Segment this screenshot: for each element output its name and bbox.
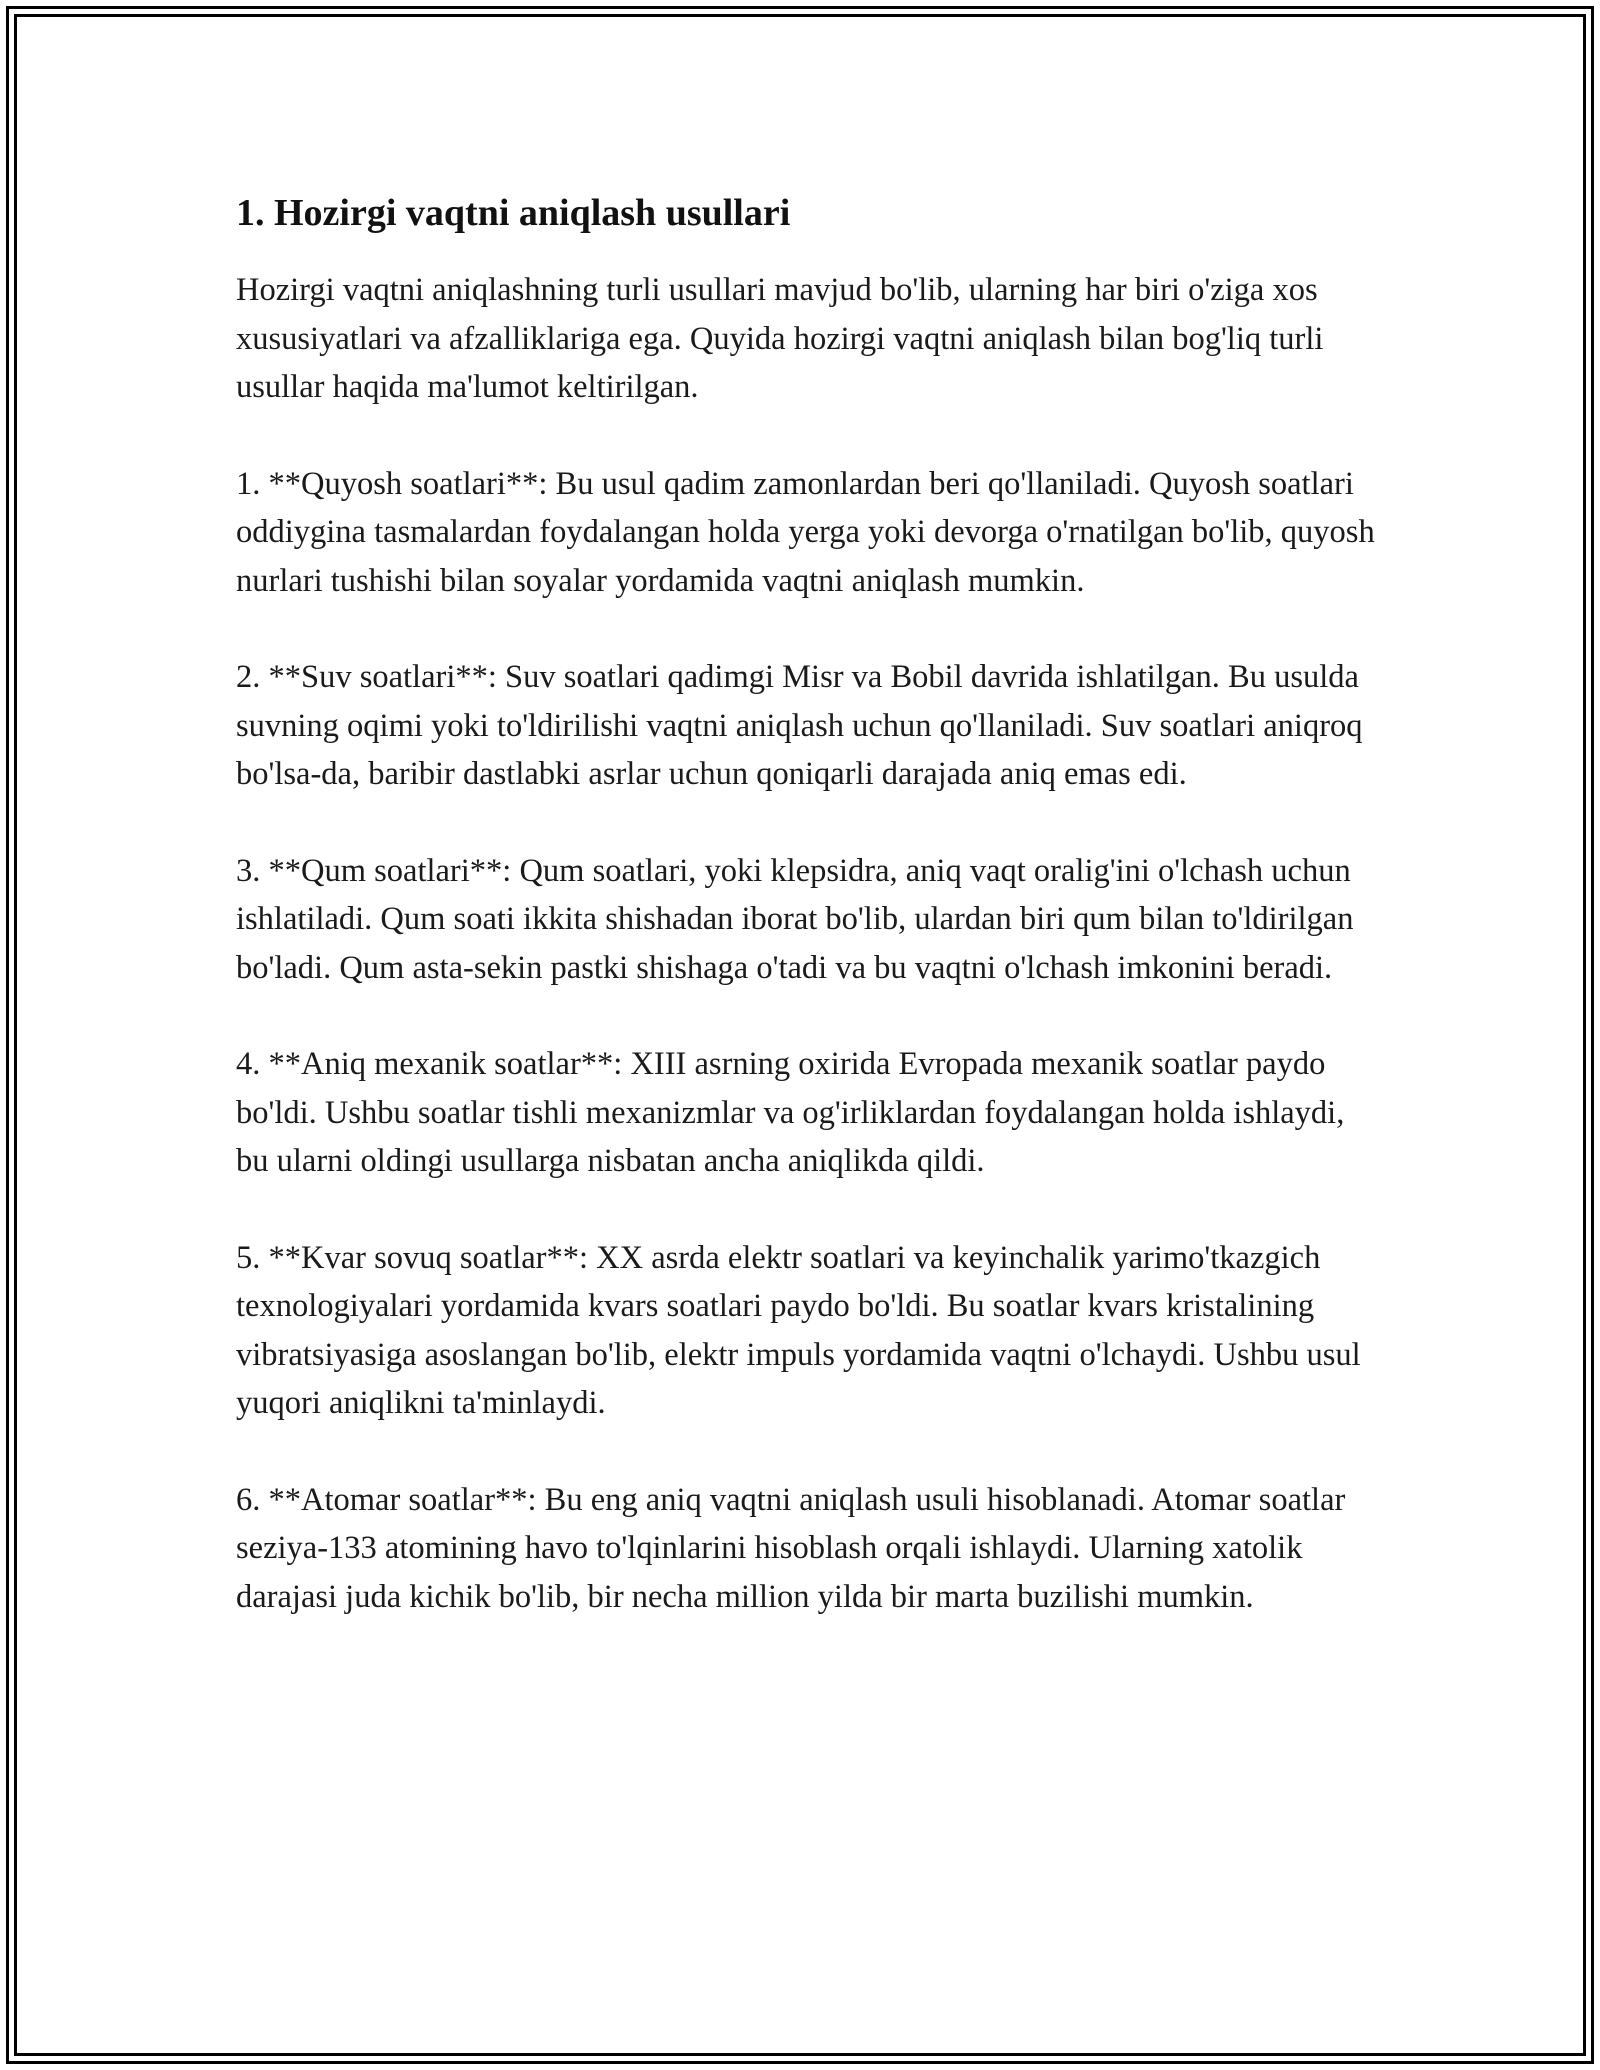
- paragraph-sun-clocks: 1. **Quyosh soatlari**: Bu usul qadim zamonlardan beri qo'llaniladi. Quyosh soatlari oddiygina tasmalardan foydalangan holda yerga yoki devorga o'rnatilgan bo'lib, quyosh nurlari tushishi bilan soyalar yordamida vaqtni aniqlash mumkin.: [236, 465, 1375, 599]
- paragraph-sand-clocks: 3. **Qum soatlari**: Qum soatlari, yoki klepsidra, aniq vaqt oralig'ini o'lchash uchun ishlatiladi. Qum soati ikkita shishadan iborat bo'lib, ulardan biri qum bilan to'ldirilgan bo'ladi. Qum asta-sekin pastki shishaga o'tadi va bu vaqtni o'lchash imkonini beradi.: [236, 852, 1354, 986]
- paragraph-water-clocks: 2. **Suv soatlari**: Suv soatlari qadimgi Misr va Bobil davrida ishlatilgan. Bu usulda suvning oqimi yoki to'ldirilishi vaqtni aniqlash uchun qo'llaniladi. Suv soatlari aniqroq bo'lsa-da, baribir dastlabki asrlar uchun qoniqarli darajada aniq emas edi.: [236, 659, 1363, 792]
- document-body: [236, 188, 1376, 1669]
- paragraph-quartz-clocks: 5. **Kvar sovuq soatlar**: XX asrda elektr soatlari va keyinchalik yarimo'tkazgich texnologiyalari yordamida kvars soatlari paydo bo'ldi. Bu soatlar kvars kristalining vibratsiyasiga asoslangan bo'lib, elektr impuls yordamida vaqtni o'lchaydi. Ushbu usul yuqori aniqlikni ta'minlaydi.: [236, 1239, 1361, 1421]
- intro-paragraph: Hozirgi vaqtni aniqlashning turli usullari mavjud bo'lib, ularning har biri o'ziga xos xususiyatlari va afzalliklariga ega. Quyida hozirgi vaqtni aniqlash bilan bog'liq turli usullar haqida ma'lumot keltirilgan.: [236, 272, 1324, 405]
- document-title: 1. Hozirgi vaqtni aniqlash usullari: [236, 192, 791, 234]
- paragraph-mechanical-clocks: 4. **Aniq mexanik soatlar**: XIII asrning oxirida Evropada mexanik soatlar paydo bo'ldi. Ushbu soatlar tishli mexanizmlar va og'irliklardan foydalangan holda ishlaydi, bu ularni oldingi usullarga nisbatan ancha aniqlikda qildi.: [236, 1046, 1345, 1179]
- paragraph-atomic-clocks: 6. **Atomar soatlar**: Bu eng aniq vaqtni aniqlash usuli hisoblanadi. Atomar soatlar seziya-133 atomining havo to'lqinlarini hisoblash orqali ishlaydi. Ularning xatolik darajasi juda kichik bo'lib, bir necha million yilda bir marta buzilishi mumkin.: [236, 1481, 1346, 1615]
